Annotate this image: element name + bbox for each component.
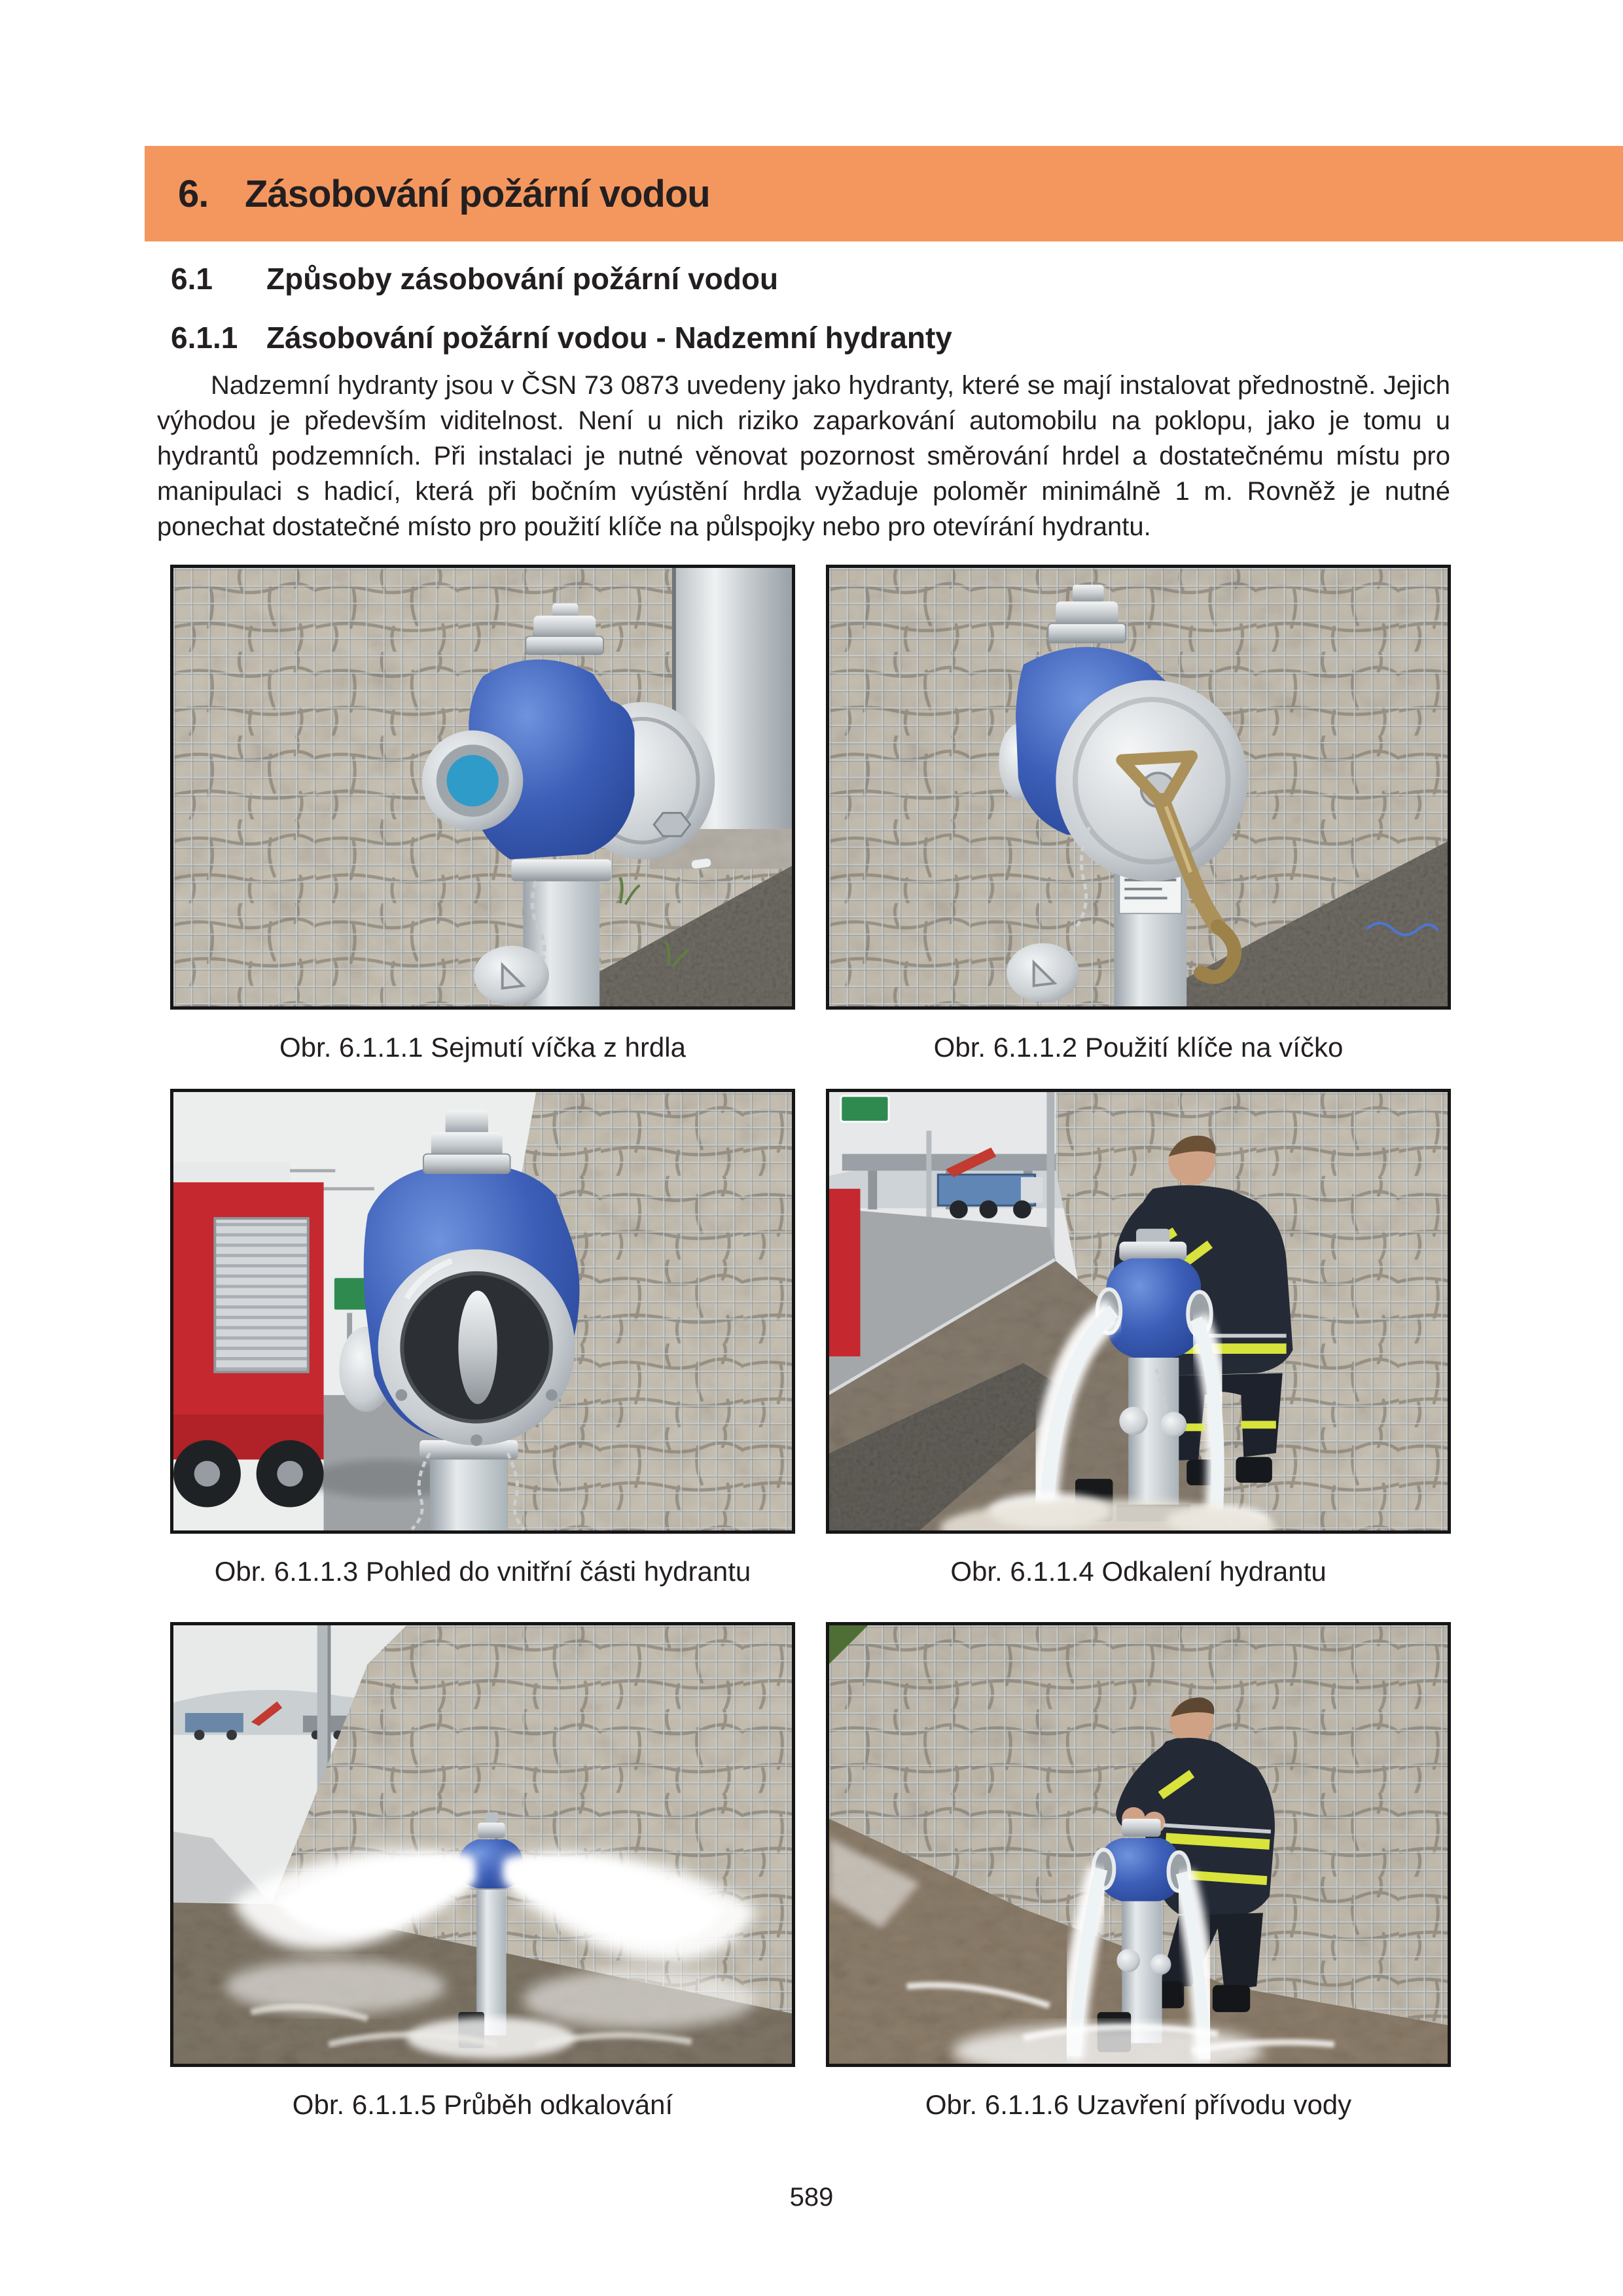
road-sign: [841, 1096, 889, 1122]
figure-caption: Obr. 6.1.1.4 Odkalení hydrantu: [950, 1556, 1327, 1587]
fire-truck-edge: [829, 1189, 860, 1356]
figure-4: [826, 1089, 1451, 1587]
subsection-heading: [171, 320, 952, 355]
chapter-number: 6.: [178, 172, 209, 215]
subsection-title: Zásobování požární vodou - Nadzemní hydranty: [266, 321, 952, 355]
figure-2: [826, 565, 1451, 1063]
figure-5: [170, 1622, 795, 2121]
figure-grid: [170, 565, 1452, 2121]
fire-truck: [173, 1161, 324, 1507]
photo-flushing-hydrant: [826, 1089, 1451, 1534]
figure-caption: Obr. 6.1.1.1 Sejmutí víčka z hrdla: [279, 1032, 686, 1063]
subsection-number: 6.1.1: [171, 321, 238, 355]
chapter-header-band: [145, 146, 1623, 241]
figure-caption: Obr. 6.1.1.2 Použití klíče na víčko: [933, 1032, 1344, 1063]
page-number: 589: [789, 2183, 834, 2212]
section-title: Způsoby zásobování požární vodou: [266, 262, 779, 296]
photo-hydrant-cap-removed: [170, 565, 795, 1010]
photo-flushing-spray: [170, 1622, 795, 2067]
section-heading: [171, 261, 778, 296]
section-number: 6.1: [171, 262, 213, 296]
figure-caption: Obr. 6.1.1.6 Uzavření přívodu vody: [925, 2089, 1352, 2120]
figure-caption: Obr. 6.1.1.3 Pohled do vnitřní části hydrantu: [214, 1556, 751, 1587]
body-paragraph: Nadzemní hydranty jsou v ČSN 73 0873 uvedeny jako hydranty, které se mají instalovat přednostně. Jejich výhodou je především viditelnost. Není u nich riziko zaparkování automobilu na poklopu, jako je tomu u hydrantů podzemních. Při instalaci je nutné věnovat pozornost směrování hrdel a dostatečnému místu pro manipulaci s hadicí, která při bočním vyústění hrdla vyžaduje poloměr minimálně 1 m. Rovněž je nutné ponechat dostatečné místo pro použití klíče na půlspojky nebo pro otevírání hydrantu.: [157, 371, 1450, 541]
photo-closing-valve: [826, 1622, 1451, 2067]
photo-key-on-cap: [826, 565, 1451, 1010]
figure-3: [170, 1089, 795, 1587]
figure-caption: Obr. 6.1.1.5 Průběh odkalování: [292, 2089, 673, 2120]
figure-1: [170, 565, 795, 1063]
figure-6: [826, 1622, 1451, 2121]
photo-hydrant-inner-view: [170, 1089, 795, 1534]
chapter-title: Zásobování požární vodou: [245, 172, 710, 215]
